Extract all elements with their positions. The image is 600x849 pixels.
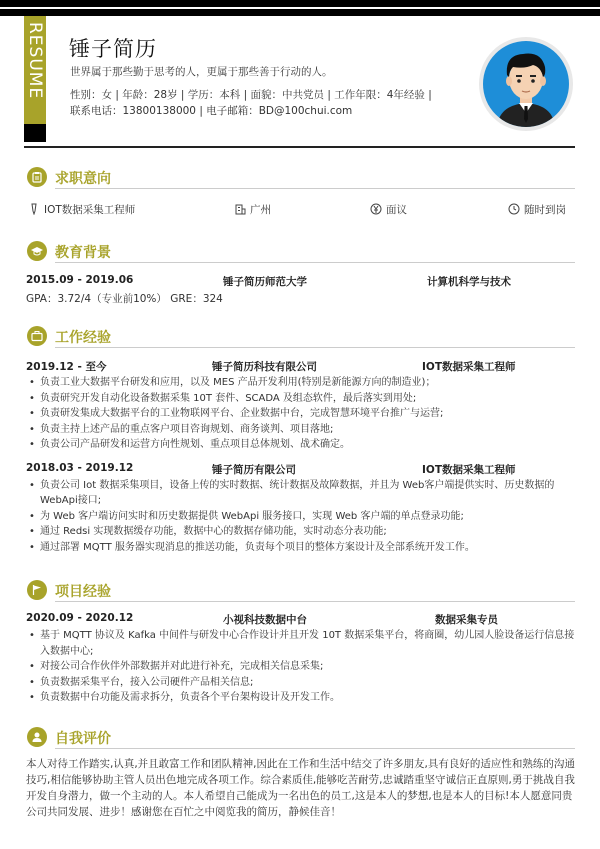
section-title: 自我评价 [55,731,111,747]
candidate-name: 锤子简历 [69,37,157,61]
section-projects [24,580,575,706]
job-role: IOT数据采集工程师 [422,463,516,476]
project-role: 数据采集专员 [435,614,498,626]
list-item: • 通过 Redsi 实现数据缓存功能，数据中心的数据存储功能，实时动态分表功能; [24,524,575,540]
list-item: • 负责数据中台功能及需求拆分，负责各个平台架构设计及开发工作。 [24,690,575,706]
section-work [24,326,575,555]
list-item: • 负责公司 Iot 数据采集项目，设备上传的实时数据、统计数据及故障数据，并且为 Web客户端提供实时、历史数据的 WebApi接口; [24,478,575,509]
top-bar [0,0,600,16]
yen-icon [370,203,382,215]
self-eval-text: 本人对待工作踏实,认真,并且敢富工作和团队精神,因此在工作和生活中结交了许多朋友,具有良好的适应性和熟练的沟通技巧,相信能够协助主管人员出色地完成各项工作。综合素质佳,能够吃苦耐劳,忠诚踏重坚守诚信正直原则,勇于挑战自我开发自身潜力，做一个主动的人。本人希望自己能成为一名出色的员工,这是本人的梦想,也是本人的目标!本人愿意同贵公司共同发展、进步！感谢您在百忙之中阅览我的简历，静候佳音！ [26,758,575,818]
education-row [24,274,575,290]
job-role: IOT数据采集工程师 [422,361,516,373]
list-item: • 负责研究开发自动化设备数据采集 10T 套件、SCADA 及组态软件，最后落实到用处; [24,391,575,407]
list-item: • 负责研发集成大数据平台的工业物联网平台、企业数据中台，完成智慧环境平台推广与运营; [24,406,575,422]
list-item: • 负责数据采集平台，接入公司硬件产品相关信息; [24,675,575,691]
section-rule [55,748,575,749]
section-rule [55,188,575,189]
education-school: 锤子简历师范大学 [223,276,307,288]
list-item: • 负责公司产品研发和运营方向性规划、重点项目总体规划、战术确定。 [24,437,575,453]
list-item: • 负责主持上述产品的重点客户项目咨询规划、商务谈判、项目落地; [24,422,575,438]
user-icon [27,727,47,747]
clock-icon [508,203,520,215]
list-item: • 通过部署 MQTT 服务器实现消息的推送功能，负责每个项目的整体方案设计及全部系统开发工作。 [24,540,575,556]
resume-strip [24,16,46,142]
resume-label: RESUME [25,22,45,100]
section-rule [55,601,575,602]
project-header [24,612,575,628]
job-period: 2019.12 - 至今 [26,361,107,373]
list-item: • 负责工业大数据平台研发和应用，以及 MES 产品开发利用(特别是新能源方向的制造业)； [24,375,575,391]
education-period: 2015.09 - 2019.06 [26,274,134,286]
project-duties [24,628,575,706]
briefcase-icon [27,326,47,346]
flag-icon [27,580,47,600]
job-duties [24,375,575,453]
section-title: 工作经验 [55,330,111,346]
section-rule [55,262,575,263]
list-item: • 对接公司合作伙伴外部数据并对此进行补充，完成相关信息采集; [24,659,575,675]
job-header [24,462,575,478]
job-header [24,359,575,375]
slogan: 世界属于那些勤于思考的人，更属于那些善于行动的人。 [70,66,333,78]
section-title: 项目经验 [55,584,111,600]
education-major: 计算机科学与技术 [427,276,511,288]
basic-info-line1: 性别：女 | 年龄：28岁 | 学历：本科 | 面貌：中共党员 | 工作年限：4年经验 | [70,89,432,101]
section-rule [55,347,575,348]
resume-strip-cap [24,124,46,142]
job-period: 2018.03 - 2019.12 [26,461,134,474]
list-item: • 为 Web 客户端访问实时和历史数据提供 WebApi 服务接口，实现 Web 客户端的单点登录功能; [24,509,575,525]
avatar [479,37,573,131]
section-education [24,241,575,306]
job-duties [24,478,575,556]
intent-salary: 面议 [370,202,407,217]
avatar-portrait [483,41,569,127]
building-icon [234,203,246,215]
section-self-eval [24,727,575,820]
intent-availability: 随时到岗 [508,202,566,217]
contact-info-line: 联系电话：13800138000 | 电子邮箱：BD@100chui.com [70,105,353,117]
list-item: • 基于 MQTT 协议及 Kafka 中间件与研发中心合作设计并且开发 10T 数据采集平台，将商圈，幼儿园人脸设备运行信息接入数据中心; [24,628,575,659]
pen-icon [28,203,40,215]
header-divider [24,146,575,148]
education-detail: GPA：3.72/4（专业前10%） GRE：324 [26,293,223,305]
section-job-intent [24,167,575,218]
job-company: 锤子简历有限公司 [212,463,296,476]
project-name: 小视科技数据中台 [223,614,307,626]
section-title: 教育背景 [55,245,111,261]
project-period: 2020.09 - 2020.12 [26,612,134,624]
graduation-cap-icon [27,241,47,261]
clipboard-icon [27,167,47,187]
job-company: 锤子简历科技有限公司 [212,361,317,373]
intent-city: 广州 [234,202,271,217]
section-title: 求职意向 [55,171,111,187]
intent-position: IOT数据采集工程师 [28,202,135,217]
